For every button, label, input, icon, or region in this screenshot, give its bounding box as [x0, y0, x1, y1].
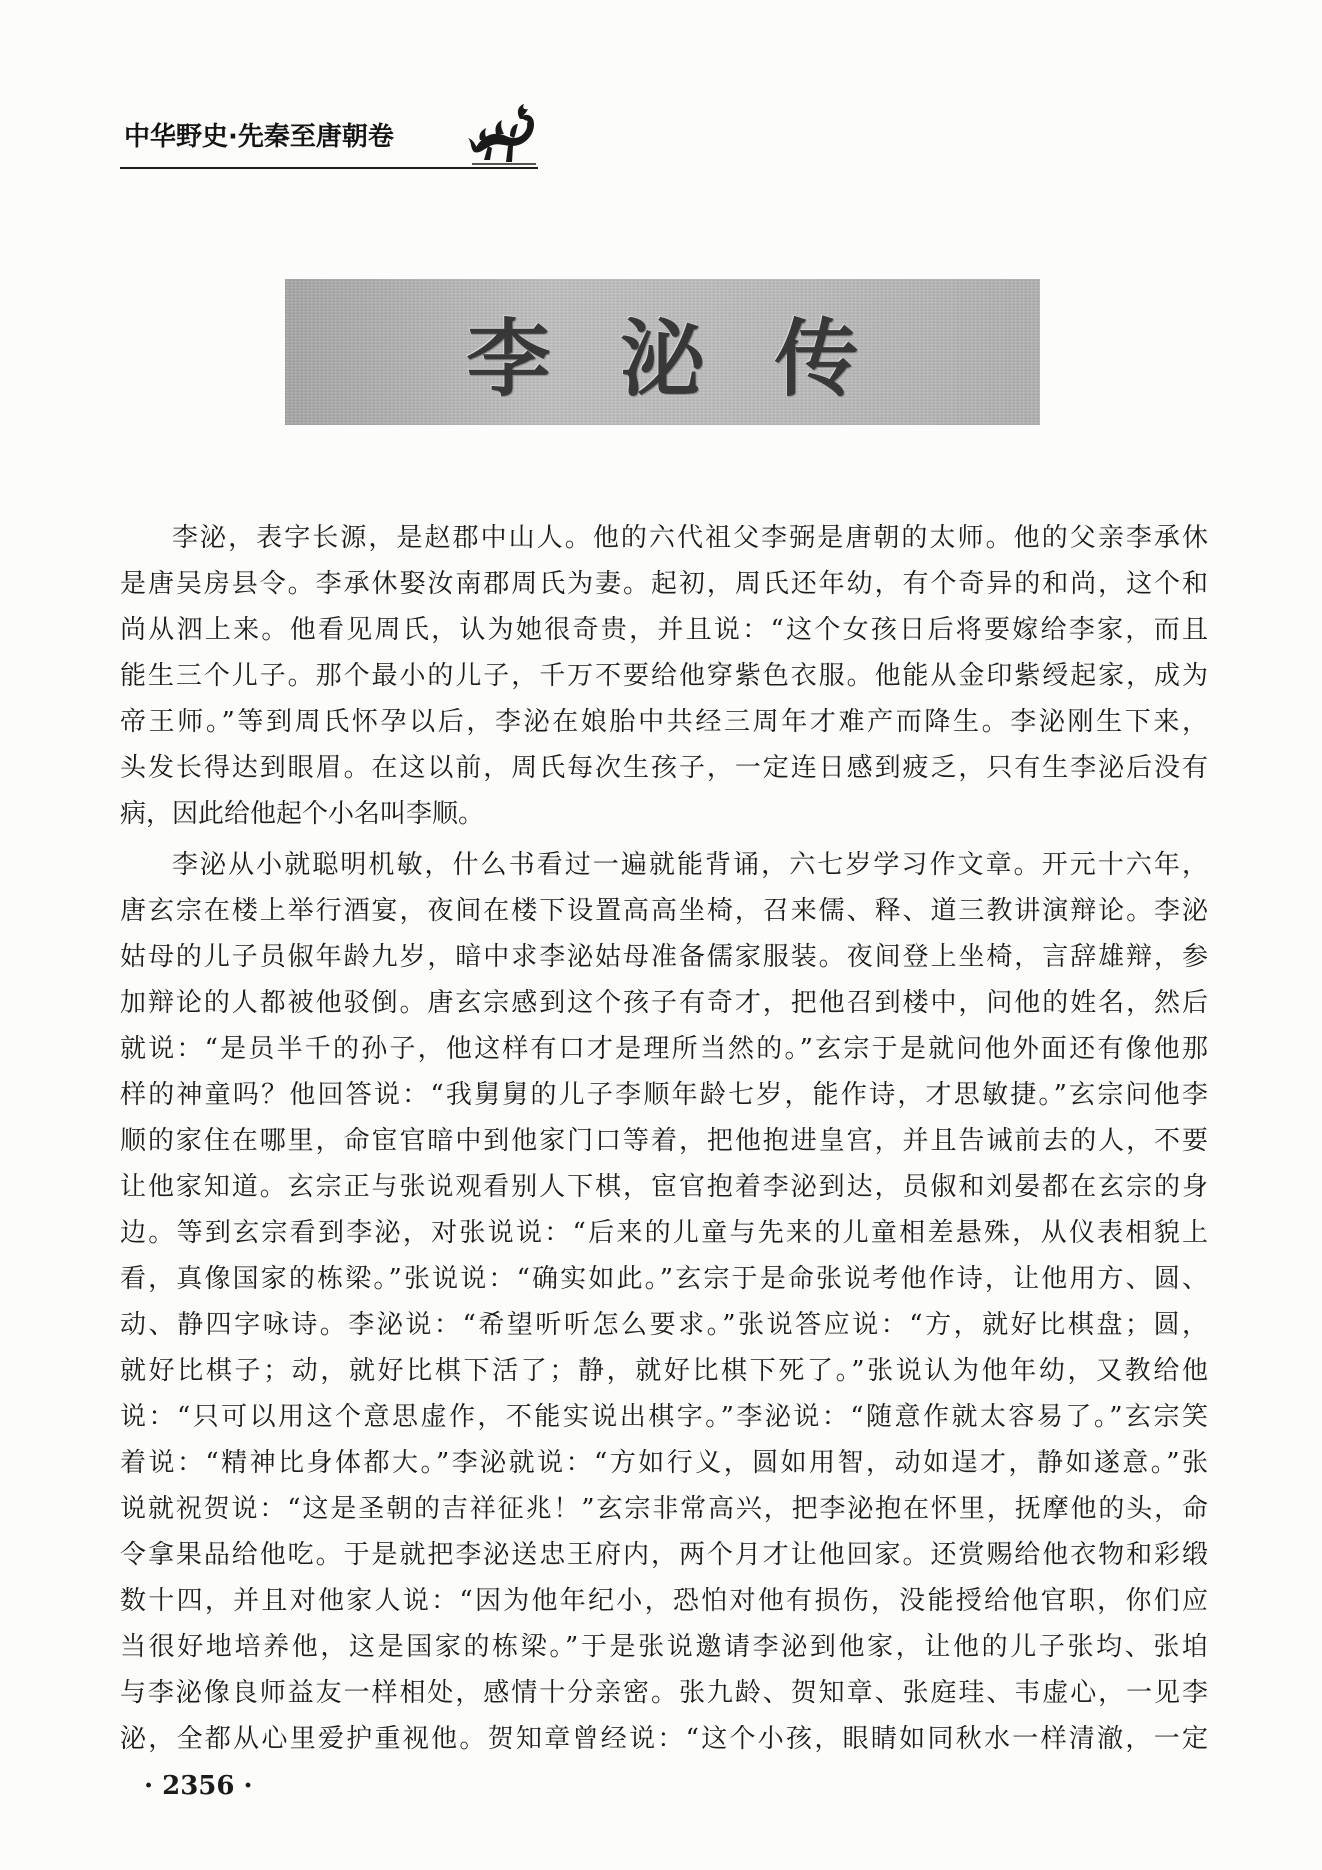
text-line: 当很好地培养他，这是国家的栋梁。”于是张说邀请李泌到他家，让他的儿子张均、张垍	[120, 1632, 1208, 1662]
text-line: 让他家知道。玄宗正与张说观看别人下棋，宦官抱着李泌到达，员俶和刘晏都在玄宗的身	[120, 1172, 1208, 1202]
title-banner	[285, 279, 1040, 425]
paragraph	[120, 842, 1208, 1762]
text-line: 就好比棋子；动，就好比棋下活了；静，就好比棋下死了。”张说认为他年幼，又教给他	[120, 1356, 1208, 1386]
text-line: 李泌从小就聪明机敏，什么书看过一遍就能背诵，六七岁学习作文章。开元十六年，	[172, 850, 1208, 880]
text-line: 帝王师。”等到周氏怀孕以后，李泌在娘胎中共经三周年才难产而降生。李泌刚生下来，	[120, 707, 1208, 737]
text-line: 顺的家住在哪里，命宦官暗中到他家门口等着，把他抱进皇宫，并且告诫前去的人，不要	[120, 1126, 1208, 1156]
text-line: 动、静四字咏诗。李泌说：“希望听听怎么要求。”张说答应说：“方，就好比棋盘；圆，	[120, 1310, 1208, 1340]
text-line: 病，因此给他起个小名叫李顺。	[120, 799, 485, 829]
text-line: 边。等到玄宗看到李泌，对张说说：“后来的儿童与先来的儿童相差悬殊，从仪表相貌上	[120, 1218, 1208, 1248]
text-line: 样的神童吗？他回答说：“我舅舅的儿子李顺年龄七岁，能作诗，才思敏捷。”玄宗问他李	[120, 1080, 1208, 1110]
text-line: 就说：“是员半千的孙子，他这样有口才是理所当然的。”玄宗于是就问他外面还有像他那	[120, 1034, 1208, 1064]
text-line: 尚从泗上来。他看见周氏，认为她很奇贵，并且说：“这个女孩日后将要嫁给李家，而且	[120, 615, 1208, 645]
header-rule	[120, 167, 538, 169]
text-line: 唐玄宗在楼上举行酒宴，夜间在楼下设置高高坐椅，召来儒、释、道三教讲演辩论。李泌	[120, 896, 1208, 926]
text-line: 与李泌像良师益友一样相处，感情十分亲密。张九龄、贺知章、张庭珪、韦虚心，一见李	[120, 1678, 1208, 1708]
running-head-title: 中华野史·先秦至唐朝卷	[124, 122, 394, 152]
text-line: 泌，全都从心里爱护重视他。贺知章曾经说：“这个小孩，眼睛如同秋水一样清澈，一定	[120, 1724, 1208, 1754]
text-line: 是唐吴房县令。李承休娶汝南郡周氏为妻。起初，周氏还年幼，有个奇异的和尚，这个和	[120, 569, 1208, 599]
text-line: 加辩论的人都被他驳倒。唐玄宗感到这个孩子有奇才，把他召到楼中，问他的姓名，然后	[120, 988, 1208, 1018]
text-line: 令拿果品给他吃。于是就把李泌送忠王府内，两个月才让他回家。还赏赐给他衣物和彩缎	[120, 1540, 1208, 1570]
text-line: 说就祝贺说：“这是圣朝的吉祥征兆！”玄宗非常高兴，把李泌抱在怀里，抚摩他的头，命	[120, 1494, 1208, 1524]
text-line: 能生三个儿子。那个最小的儿子，千万不要给他穿紫色衣服。他能从金印紫绶起家，成为	[120, 661, 1208, 691]
page-number: · 2356 ·	[144, 1771, 253, 1801]
text-line: 看，真像国家的栋梁。”张说说：“确实如此。”玄宗于是命张说考他作诗，让他用方、圆、	[120, 1264, 1208, 1294]
paragraph	[120, 515, 1208, 837]
text-line: 说：“只可以用这个意思虚作，不能实说出棋字。”李泌说：“随意作就太容易了。”玄宗笑	[120, 1402, 1208, 1432]
article-title: 李泌传	[466, 308, 929, 408]
text-line: 头发长得达到眼眉。在这以前，周氏每次生孩子，一定连日感到疲乏，只有生李泌后没有	[120, 753, 1208, 783]
text-line: 姑母的儿子员俶年龄九岁，暗中求李泌姑母准备儒家服装。夜间登上坐椅，言辞雄辩，参	[120, 942, 1208, 972]
text-line: 数十四，并且对他家人说：“因为他年纪小，恐怕对他有损伤，没能授给他官职，你们应	[120, 1586, 1208, 1616]
dragon-ornament-icon	[466, 100, 540, 168]
text-line: 李泌，表字长源，是赵郡中山人。他的六代祖父李弼是唐朝的太师。他的父亲李承休	[172, 523, 1208, 553]
text-line: 着说：“精神比身体都大。”李泌就说：“方如行义，圆如用智，动如逞才，静如遂意。”张	[120, 1448, 1208, 1478]
